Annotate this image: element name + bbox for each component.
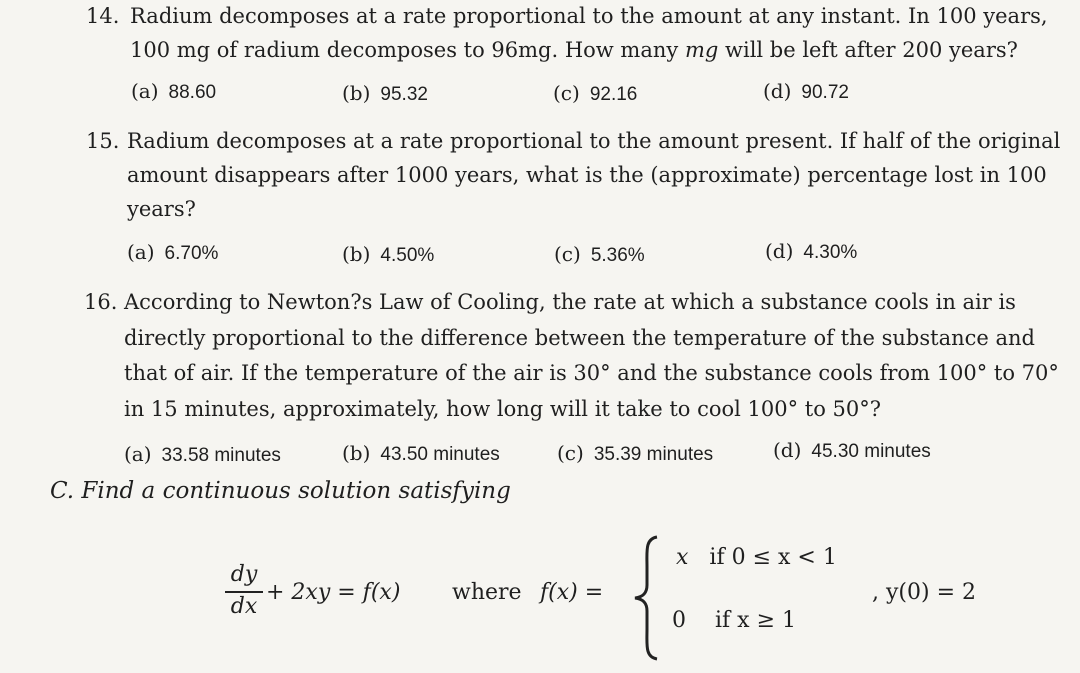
question-line: years?: [127, 197, 196, 221]
case-2-value: 0: [672, 608, 686, 633]
question-text: [130, 0, 1048, 67]
question-line: According to Newton?s Law of Cooling, the rate at which a substance cools in air is: [124, 290, 1016, 314]
question-line: directly proportional to the difference between the temperature of the substance and: [124, 325, 1035, 350]
option-a: (a) 33.58 minutes: [124, 442, 281, 466]
math-unit: mg: [684, 38, 719, 62]
function-definition: f(x) =: [540, 580, 604, 605]
question-16: [84, 285, 1064, 425]
case-2: [672, 608, 796, 633]
option-d: (d) 90.72: [763, 79, 849, 103]
question-number: 15.: [86, 129, 120, 153]
case-1-value: x: [676, 545, 689, 570]
option-a: (a) 6.70%: [127, 240, 219, 264]
question-line: 100 mg of radium decomposes to 96mg. How many mg will be left after 200 years?: [130, 38, 1018, 62]
question-text: [127, 124, 1060, 226]
left-brace: [631, 533, 665, 663]
option-c: (c) 5.36%: [554, 242, 645, 266]
option-d: (d) 45.30 minutes: [773, 438, 931, 462]
option-c: (c) 35.39 minutes: [557, 441, 714, 465]
question-text: [124, 285, 1059, 427]
derivative-fraction: [225, 562, 263, 626]
question-line: in 15 minutes, approximately, how long will it take to cool 100° to 50°?: [124, 396, 882, 421]
question-14: [86, 0, 1046, 69]
question-15: [86, 124, 1061, 234]
section-title: C. Find a continuous solution satisfying: [50, 478, 511, 504]
fraction-numerator: dy: [230, 562, 258, 587]
option-d: (d) 4.30%: [765, 239, 858, 263]
fraction-denominator: dx: [230, 594, 258, 619]
option-b: (b) 95.32: [342, 81, 428, 105]
equation-where: where: [452, 580, 522, 605]
question-line: amount disappears after 1000 years, what is the (approximate) percentage lost in 100: [127, 163, 1047, 187]
question-line: Radium decomposes at a rate proportional to the amount at any instant. In 100 years,: [130, 4, 1048, 28]
question-number: 14.: [86, 4, 120, 28]
option-b: (b) 4.50%: [342, 242, 435, 266]
case-1: [676, 545, 837, 570]
equation-lhs: + 2xy = f(x): [266, 580, 401, 605]
question-line: Radium decomposes at a rate proportional to the amount present. If half of the original: [127, 129, 1061, 153]
initial-condition: , y(0) = 2: [872, 580, 976, 605]
option-c: (c) 92.16: [553, 81, 638, 105]
question-number: 16.: [84, 290, 118, 314]
case-1-condition: if 0 ≤ x < 1: [709, 545, 837, 570]
question-line: that of air. If the temperature of the air is 30° and the substance cools from 100° to 70°: [124, 361, 1059, 385]
fraction-bar: [225, 591, 263, 593]
option-a: (a) 88.60: [131, 79, 217, 103]
case-2-condition: if x ≥ 1: [715, 608, 796, 633]
option-b: (b) 43.50 minutes: [342, 441, 500, 465]
